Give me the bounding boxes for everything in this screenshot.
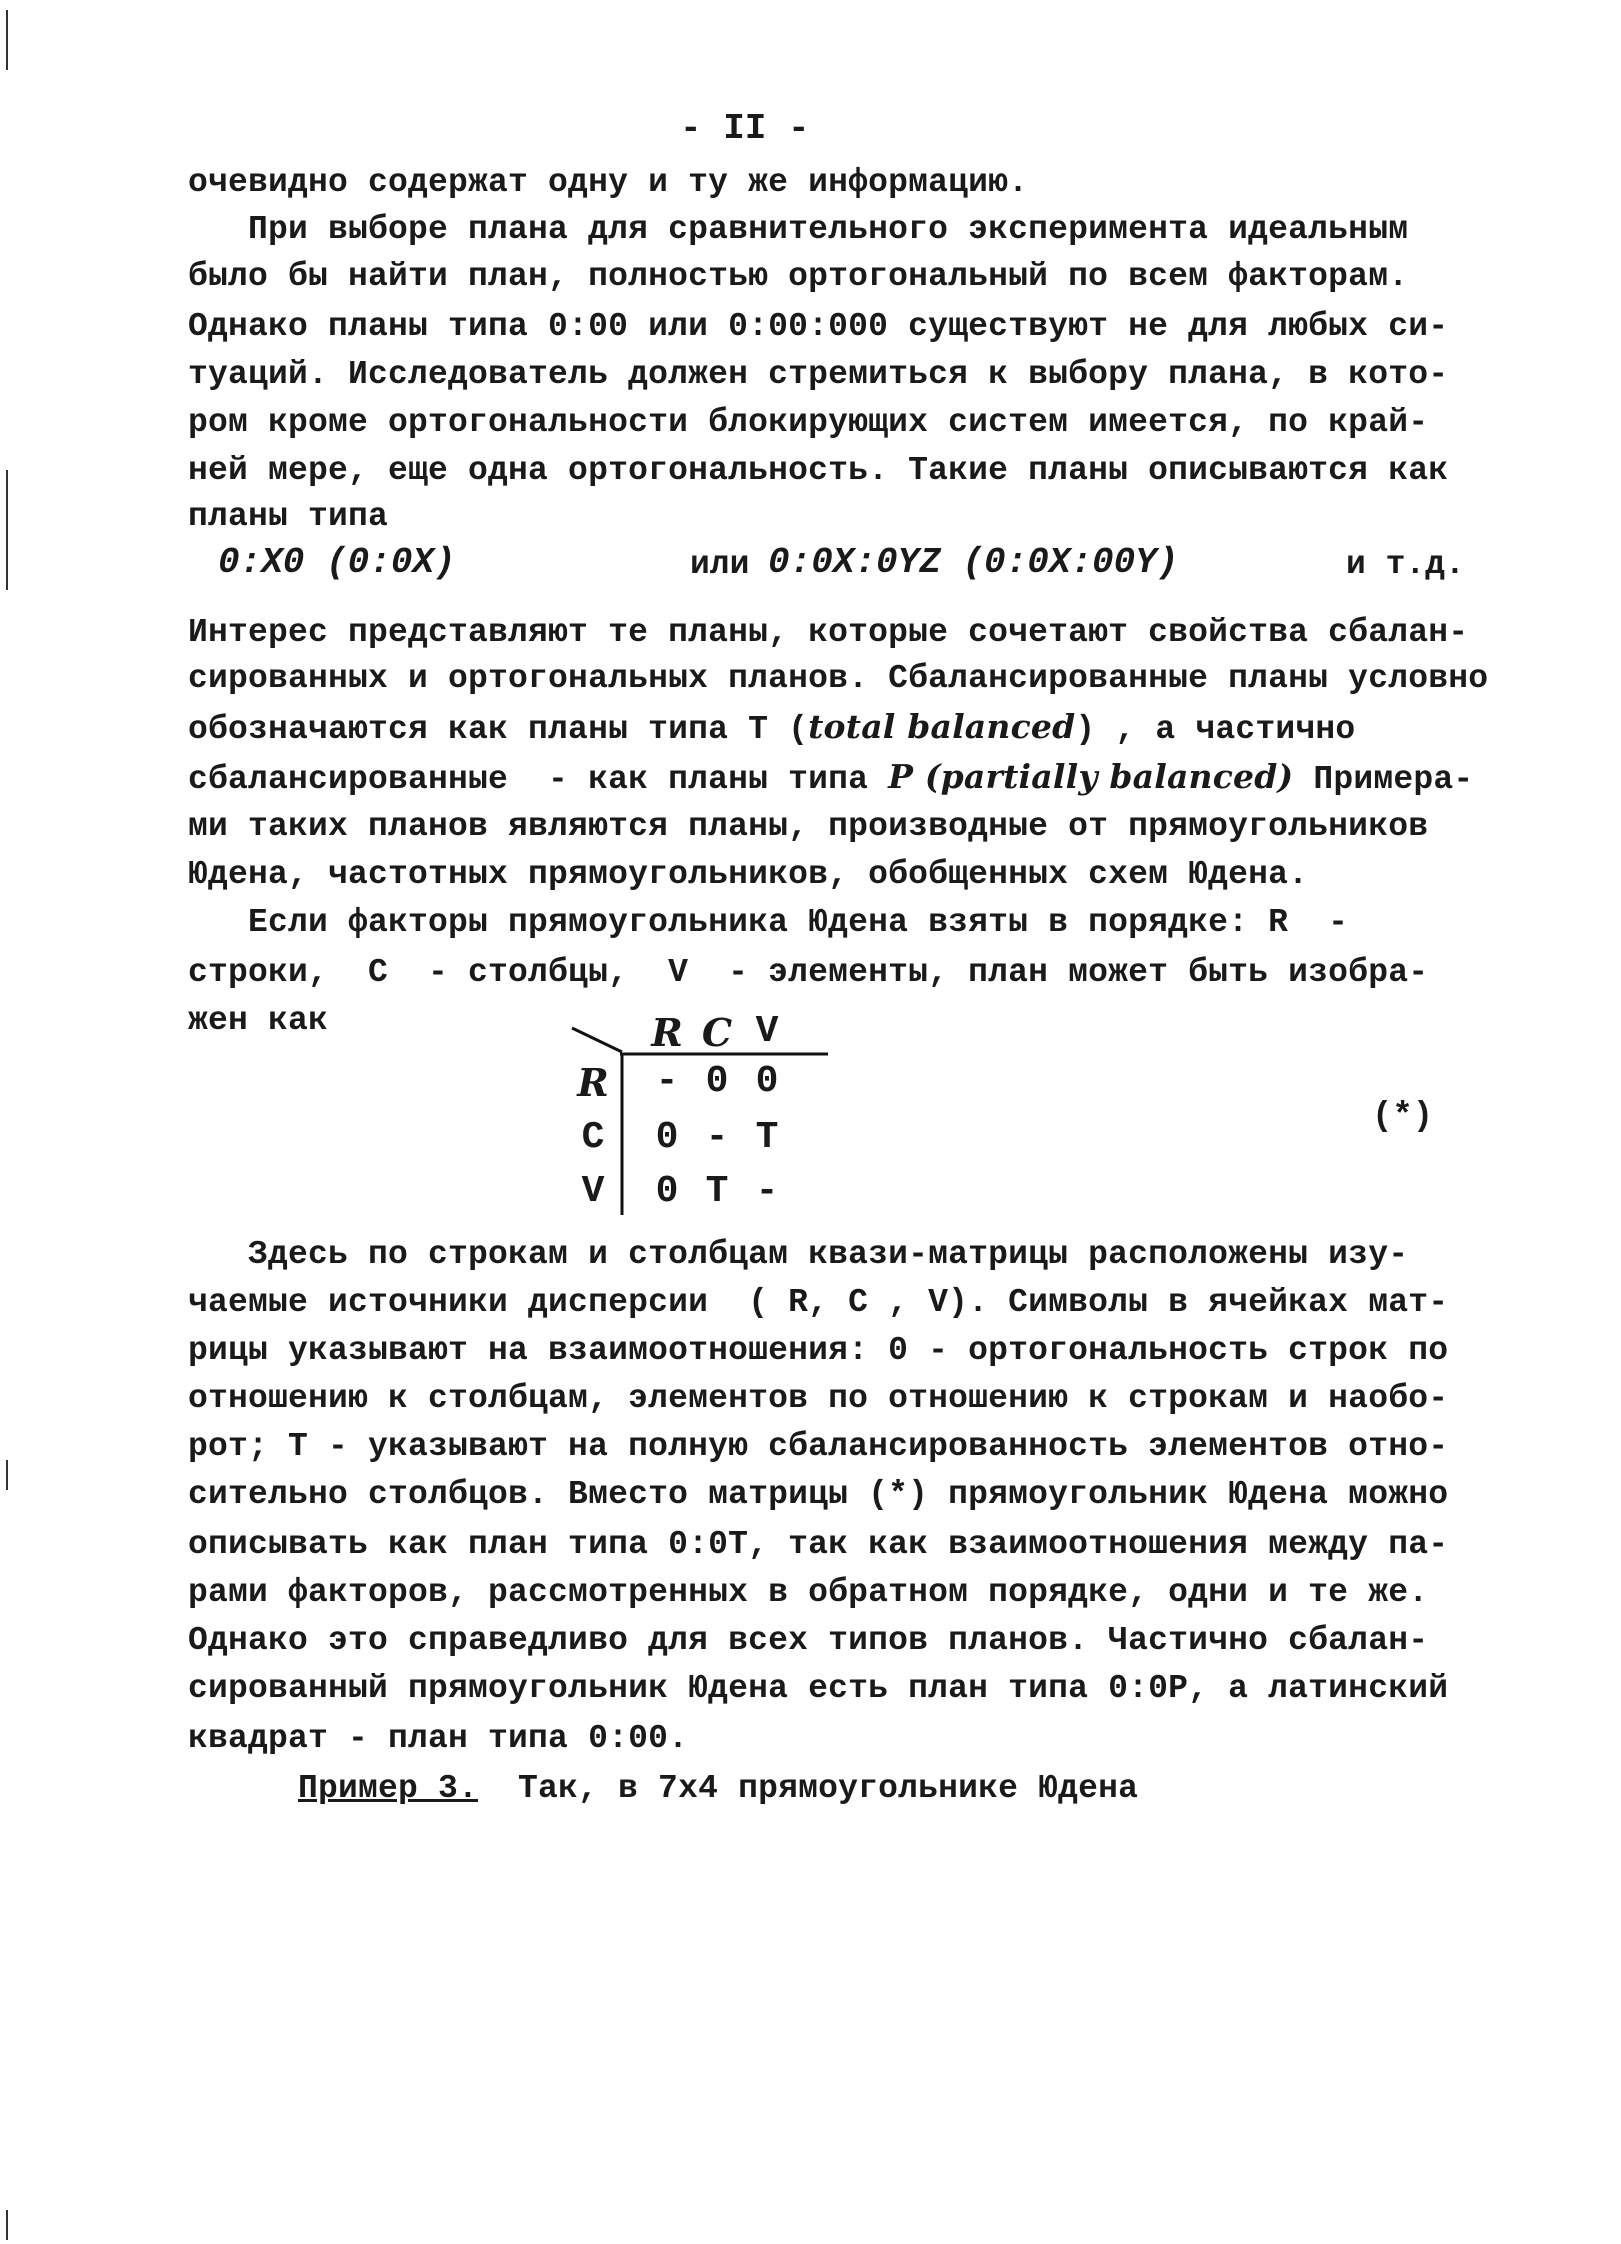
quasi-matrix bbox=[560, 1010, 840, 1220]
text-line: Юдена, частотных прямоугольников, обобщенных схем Юдена. bbox=[188, 856, 1309, 893]
example-text: Так, в 7x4 прямоугольнике Юдена bbox=[478, 1770, 1139, 1807]
text-line: Здесь по строкам и столбцам квази-матрицы расположены изу- bbox=[188, 1236, 1409, 1273]
matrix-label: (*) bbox=[1372, 1098, 1434, 1136]
page-number: - II - bbox=[680, 108, 810, 149]
handwritten-term: total balanced bbox=[808, 707, 1076, 746]
matrix-col-header: R bbox=[651, 1010, 683, 1055]
text-line: ней мере, еще одна ортогональность. Такие планы описываются как bbox=[188, 452, 1449, 489]
matrix-cell: 0 bbox=[755, 1060, 779, 1103]
text-line: было бы найти план, полностью ортогональный по всем факторам. bbox=[188, 258, 1409, 295]
formula-etc: и т.д. bbox=[1346, 546, 1465, 583]
matrix-cell: - bbox=[655, 1060, 679, 1103]
text-line: Если факторы прямоугольника Юдена взяты в порядке: R - bbox=[188, 904, 1349, 941]
matrix-cell: - bbox=[755, 1170, 779, 1213]
text-line: ми таких планов являются планы, производные от прямоугольников bbox=[188, 808, 1429, 845]
text-line: очевидно содержат одну и ту же информацию. bbox=[188, 164, 1029, 201]
matrix-row-header: V bbox=[581, 1170, 605, 1213]
text-line-partially-balanced bbox=[188, 754, 1473, 803]
text-line: чаемые источники дисперсии ( R, C , V). Символы в ячейках мат- bbox=[188, 1284, 1449, 1321]
text-line: отношению к столбцам, элементов по отношению к строкам и наобо- bbox=[188, 1380, 1449, 1417]
text-line: Интерес представляют те планы, которые сочетают свойства сбалан- bbox=[188, 614, 1469, 651]
text-line: При выборе плана для сравнительного эксперимента идеальным bbox=[188, 211, 1409, 248]
text-line: сированный прямоугольник Юдена есть план типа 0:0P, а латинский bbox=[188, 1670, 1449, 1707]
text-line-total-balanced bbox=[188, 704, 1355, 753]
text-segment: обозначаются как планы типа T ( bbox=[188, 711, 809, 748]
text-line: Однако планы типа 0:00 или 0:00:000 существуют не для любых си- bbox=[188, 308, 1449, 345]
scan-margin-mark bbox=[6, 470, 8, 590]
matrix-col-header: V bbox=[755, 1010, 779, 1053]
text-line: ром кроме ортогональности блокирующих систем имеется, по край- bbox=[188, 404, 1429, 441]
text-line: описывать как план типа 0:0T, так как взаимоотношения между па- bbox=[188, 1526, 1449, 1563]
matrix-cell: 0 bbox=[655, 1170, 679, 1213]
text-line: планы типа bbox=[188, 498, 389, 535]
matrix-cell: 0 bbox=[705, 1060, 729, 1103]
matrix-cell: - bbox=[705, 1116, 729, 1159]
text-segment: сбалансированные - как планы типа bbox=[188, 761, 889, 798]
matrix-col-header: C bbox=[701, 1010, 733, 1055]
formula-or: или bbox=[690, 546, 750, 583]
matrix-row-header: C bbox=[581, 1116, 605, 1159]
handwritten-term: P (partially balanced) bbox=[888, 757, 1294, 796]
text-segment: Примера- bbox=[1293, 761, 1474, 798]
scan-margin-mark bbox=[6, 1460, 8, 1490]
scan-margin-mark bbox=[6, 2210, 8, 2240]
text-line: Однако это справедливо для всех типов планов. Частично сбалан- bbox=[188, 1622, 1429, 1659]
text-line: жен как bbox=[188, 1002, 329, 1039]
text-line: рами факторов, рассмотренных в обратном порядке, одни и те же. bbox=[188, 1574, 1429, 1611]
matrix-row-header: R bbox=[577, 1060, 609, 1105]
matrix-cell: T bbox=[755, 1116, 779, 1159]
text-line: сительно столбцов. Вместо матрицы (*) прямоугольник Юдена можно bbox=[188, 1476, 1449, 1513]
text-line: квадрат - план типа 0:00. bbox=[188, 1720, 689, 1757]
formula-left: 0:X0 (0:0X) bbox=[218, 542, 456, 583]
formula-middle: 0:0X:0YZ (0:0X:00Y) bbox=[768, 542, 1179, 583]
text-line: рот; T - указывают на полную сбалансированность элементов отно- bbox=[188, 1428, 1449, 1465]
example-label: Пример 3. bbox=[298, 1770, 479, 1807]
text-line: сированных и ортогональных планов. Сбалансированные планы условно bbox=[188, 660, 1489, 697]
matrix-cell: 0 bbox=[655, 1116, 679, 1159]
text-segment: ) , а частично bbox=[1075, 711, 1356, 748]
text-line: туаций. Исследователь должен стремиться к выбору плана, в кото- bbox=[188, 356, 1449, 393]
matrix-cell: T bbox=[705, 1170, 729, 1213]
text-line: рицы указывают на взаимоотношения: 0 - ортогональность строк по bbox=[188, 1332, 1449, 1369]
scan-margin-mark bbox=[6, 10, 8, 70]
example-line bbox=[298, 1766, 1138, 1812]
text-line: строки, C - столбцы, V - элементы, план может быть изобра- bbox=[188, 954, 1429, 991]
